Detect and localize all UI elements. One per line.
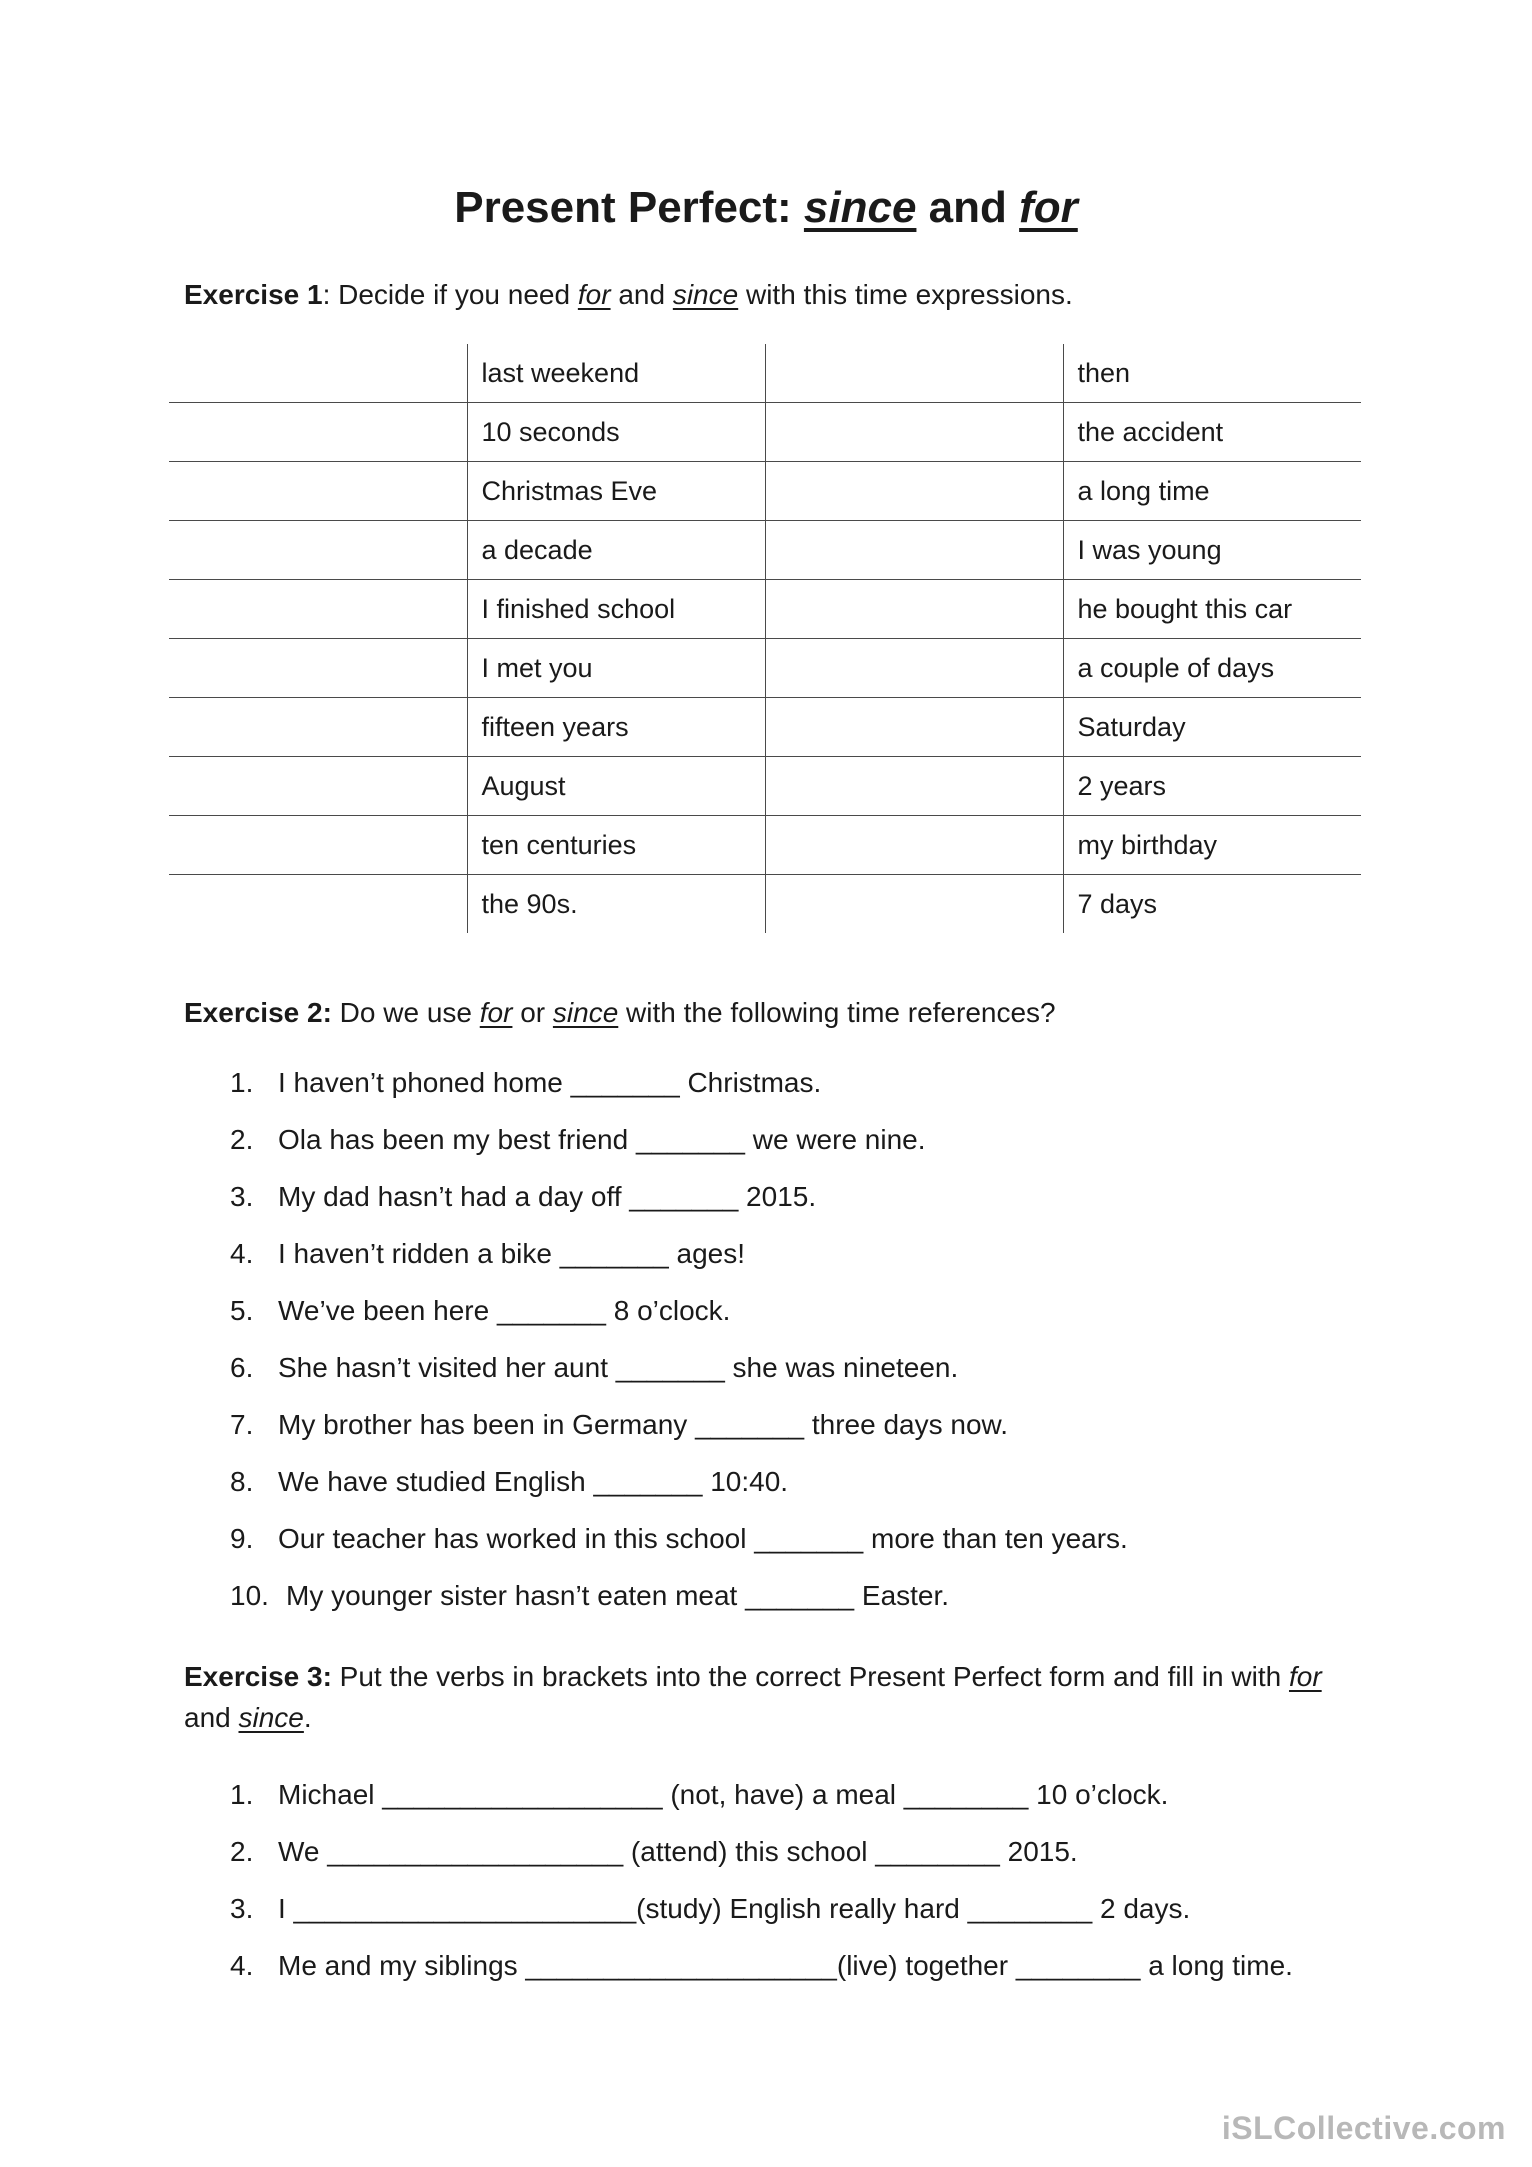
item-number: 6.	[230, 1352, 254, 1383]
list-item	[230, 1111, 1128, 1168]
answer-cell-left[interactable]	[169, 462, 467, 521]
list-item	[230, 1282, 1128, 1339]
exercise3-since: since	[238, 1702, 304, 1733]
exercise1-instruction-a: : Decide if you need	[322, 279, 578, 310]
exercise3-instruction-a: Put the verbs in brackets into the correct Present Perfect form and fill in with	[331, 1661, 1289, 1692]
exercise1-heading	[184, 274, 1364, 315]
item-number: 3.	[230, 1181, 254, 1212]
list-item	[230, 1339, 1128, 1396]
expression-cell-left: ten centuries	[467, 816, 765, 875]
item-text: My younger sister hasn’t eaten meat _______ Easter.	[286, 1580, 950, 1611]
exercise2-for: for	[479, 997, 513, 1028]
list-item	[230, 1168, 1128, 1225]
watermark-logo: iSLCollective.com	[1221, 2110, 1506, 2146]
exercise3-heading	[184, 1656, 1364, 1738]
item-number: 7.	[230, 1409, 254, 1440]
item-text: Me and my siblings ____________________(live) together ________ a long time.	[278, 1950, 1293, 1981]
title-prefix: Present Perfect:	[454, 183, 804, 232]
item-number: 4.	[230, 1238, 254, 1269]
item-text: I haven’t phoned home _______ Christmas.	[278, 1067, 822, 1098]
expression-cell-right: the accident	[1063, 403, 1361, 462]
exercise1-and: and	[610, 279, 673, 310]
expression-cell-right: my birthday	[1063, 816, 1361, 875]
list-item	[230, 1453, 1128, 1510]
list-item	[230, 1937, 1293, 1994]
exercise1-table	[169, 344, 1361, 933]
exercise2-since: since	[552, 997, 619, 1028]
table-row	[169, 698, 1361, 757]
expression-cell-left: fifteen years	[467, 698, 765, 757]
answer-cell-right[interactable]	[765, 639, 1063, 698]
expression-cell-right: Saturday	[1063, 698, 1361, 757]
expression-cell-left: the 90s.	[467, 875, 765, 934]
list-item	[230, 1054, 1128, 1111]
exercise1-since: since	[672, 279, 739, 310]
exercise3-for: for	[1288, 1661, 1322, 1692]
table-row	[169, 639, 1361, 698]
item-text: Our teacher has worked in this school _______ more than ten years.	[278, 1523, 1128, 1554]
table-row	[169, 757, 1361, 816]
list-item	[230, 1396, 1128, 1453]
table-row	[169, 462, 1361, 521]
item-number: 3.	[230, 1893, 254, 1924]
answer-cell-right[interactable]	[765, 403, 1063, 462]
expression-cell-right: 2 years	[1063, 757, 1361, 816]
list-item	[230, 1766, 1293, 1823]
item-number: 2.	[230, 1124, 254, 1155]
answer-cell-right[interactable]	[765, 521, 1063, 580]
list-item	[230, 1567, 1128, 1624]
item-text: I haven’t ridden a bike _______ ages!	[278, 1238, 746, 1269]
answer-cell-left[interactable]	[169, 403, 467, 462]
exercise2-instruction-a: Do we use	[331, 997, 480, 1028]
item-number: 1.	[230, 1779, 254, 1810]
expression-cell-right: he bought this car	[1063, 580, 1361, 639]
expression-cell-left: August	[467, 757, 765, 816]
title-word-since: since	[803, 183, 917, 232]
item-number: 4.	[230, 1950, 254, 1981]
list-item	[230, 1510, 1128, 1567]
exercise3-and: and	[184, 1702, 239, 1733]
list-item	[230, 1880, 1293, 1937]
answer-cell-right[interactable]	[765, 757, 1063, 816]
item-number: 10.	[230, 1580, 269, 1611]
exercise3-period: .	[303, 1702, 312, 1733]
item-number: 1.	[230, 1067, 254, 1098]
expression-cell-right: then	[1063, 344, 1361, 403]
item-number: 9.	[230, 1523, 254, 1554]
expression-cell-right: 7 days	[1063, 875, 1361, 934]
expression-cell-left: Christmas Eve	[467, 462, 765, 521]
table-row	[169, 521, 1361, 580]
expression-cell-left: I met you	[467, 639, 765, 698]
answer-cell-right[interactable]	[765, 580, 1063, 639]
item-text: My dad hasn’t had a day off _______ 2015.	[278, 1181, 817, 1212]
list-item	[230, 1823, 1293, 1880]
answer-cell-left[interactable]	[169, 875, 467, 934]
answer-cell-left[interactable]	[169, 639, 467, 698]
expression-cell-left: a decade	[467, 521, 765, 580]
exercise1-instruction-b: with this time expressions.	[738, 279, 1073, 310]
title-word-for: for	[1019, 183, 1078, 232]
expression-cell-right: a couple of days	[1063, 639, 1361, 698]
exercise1-label: Exercise 1	[184, 279, 323, 310]
exercise1-for: for	[577, 279, 611, 310]
item-text: My brother has been in Germany _______ three days now.	[278, 1409, 1008, 1440]
item-text: I ______________________(study) English really hard ________ 2 days.	[278, 1893, 1191, 1924]
answer-cell-right[interactable]	[765, 698, 1063, 757]
answer-cell-right[interactable]	[765, 875, 1063, 934]
table-row	[169, 816, 1361, 875]
expression-cell-right: a long time	[1063, 462, 1361, 521]
exercise2-label: Exercise 2:	[184, 997, 332, 1028]
table-row	[169, 344, 1361, 403]
answer-cell-left[interactable]	[169, 698, 467, 757]
exercise3-list	[230, 1766, 1293, 1994]
item-text: She hasn’t visited her aunt _______ she was nineteen.	[278, 1352, 959, 1383]
answer-cell-right[interactable]	[765, 344, 1063, 403]
item-number: 2.	[230, 1836, 254, 1867]
answer-cell-left[interactable]	[169, 816, 467, 875]
answer-cell-left[interactable]	[169, 757, 467, 816]
exercise2-instruction-b: with the following time references?	[618, 997, 1056, 1028]
item-text: We’ve been here _______ 8 o’clock.	[278, 1295, 731, 1326]
answer-cell-right[interactable]	[765, 816, 1063, 875]
page-title	[0, 183, 1532, 233]
title-middle: and	[916, 183, 1020, 232]
table-row	[169, 580, 1361, 639]
exercise2-list	[230, 1054, 1128, 1624]
table-row	[169, 403, 1361, 462]
table-row	[169, 875, 1361, 934]
expression-cell-left: last weekend	[467, 344, 765, 403]
exercise3-label: Exercise 3:	[184, 1661, 332, 1692]
answer-cell-right[interactable]	[765, 462, 1063, 521]
exercise2-heading	[184, 992, 1364, 1033]
expression-cell-left: I finished school	[467, 580, 765, 639]
item-text: We have studied English _______ 10:40.	[278, 1466, 789, 1497]
item-number: 5.	[230, 1295, 254, 1326]
item-text: Ola has been my best friend _______ we were nine.	[278, 1124, 926, 1155]
answer-cell-left[interactable]	[169, 344, 467, 403]
item-text: Michael __________________ (not, have) a meal ________ 10 o’clock.	[278, 1779, 1169, 1810]
answer-cell-left[interactable]	[169, 521, 467, 580]
exercise2-or: or	[512, 997, 553, 1028]
item-number: 8.	[230, 1466, 254, 1497]
expression-cell-left: 10 seconds	[467, 403, 765, 462]
answer-cell-left[interactable]	[169, 580, 467, 639]
item-text: We ___________________ (attend) this school ________ 2015.	[278, 1836, 1078, 1867]
list-item	[230, 1225, 1128, 1282]
expression-cell-right: I was young	[1063, 521, 1361, 580]
